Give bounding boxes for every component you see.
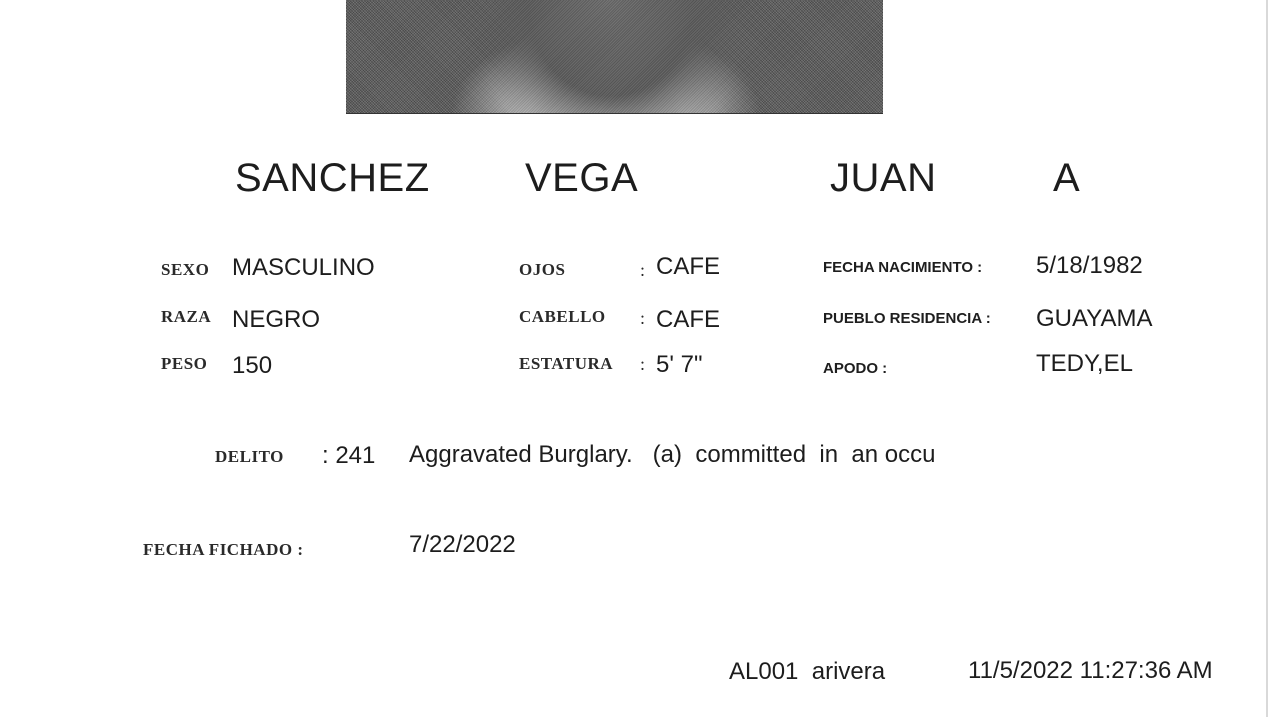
surname-paternal: SANCHEZ [235, 156, 430, 200]
pueblo-residencia-value: GUAYAMA [1036, 305, 1153, 332]
ojos-label: OJOS [519, 260, 566, 279]
peso-value: 150 [232, 352, 273, 379]
delito-label: DELITO [215, 447, 284, 466]
delito-code: : 241 [322, 442, 376, 469]
pueblo-residencia-label: PUEBLO RESIDENCIA : [823, 310, 991, 327]
booking-photo [346, 0, 883, 114]
estatura-colon: : [640, 354, 646, 374]
fecha-fichado-value: 7/22/2022 [409, 531, 516, 558]
footer-user: AL001 arivera [729, 658, 886, 685]
raza-label: RAZA [161, 307, 212, 326]
cabello-label: CABELLO [519, 307, 606, 326]
surname-maternal: VEGA [525, 156, 639, 200]
sexo-label: SEXO [161, 260, 210, 279]
raza-value: NEGRO [232, 306, 321, 333]
delito-description: Aggravated Burglary. (a) committed in an occu [409, 441, 936, 468]
fecha-nacimiento-value: 5/18/1982 [1036, 252, 1143, 279]
estatura-label: ESTATURA [519, 354, 614, 373]
cabello-value: CAFE [656, 306, 721, 333]
cabello-colon: : [640, 308, 646, 328]
apodo-label: APODO : [823, 360, 888, 377]
peso-label: PESO [161, 354, 208, 373]
ojos-colon: : [640, 260, 646, 280]
given-name: JUAN [830, 156, 937, 200]
fecha-fichado-label: FECHA FICHADO : [143, 540, 304, 559]
page-edge-rule [1266, 0, 1268, 717]
estatura-value: 5' 7" [656, 351, 703, 378]
middle-initial: A [1053, 156, 1081, 200]
sexo-value: MASCULINO [232, 254, 375, 281]
footer-timestamp: 11/5/2022 11:27:36 AM [968, 657, 1213, 684]
ojos-value: CAFE [656, 253, 721, 280]
apodo-value: TEDY,EL [1036, 350, 1133, 377]
fecha-nacimiento-label: FECHA NACIMIENTO : [823, 259, 983, 276]
